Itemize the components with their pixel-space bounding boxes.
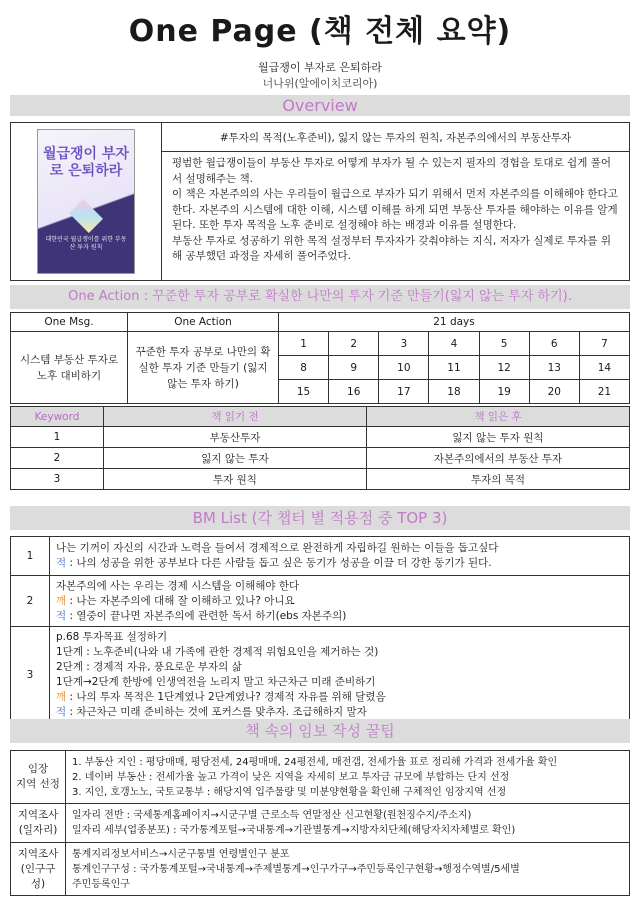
keyword-before: 잃지 않는 투자 xyxy=(104,448,367,469)
day-cell: 8 xyxy=(279,356,329,380)
bm-line xyxy=(56,705,623,720)
bm-line xyxy=(56,630,623,645)
bm-line-text: : 나의 투자 목적은 1단계였나 2단계였나? 경제적 자유를 위해 달렸음 xyxy=(66,691,386,703)
tip-content xyxy=(66,843,630,896)
diamond-icon xyxy=(69,199,103,233)
day-cell: 15 xyxy=(279,380,329,404)
day-cell: 11 xyxy=(429,356,479,380)
col-after-reading: 책 읽은 후 xyxy=(367,407,630,427)
bm-item xyxy=(50,627,630,724)
bm-line-text: 2단계 : 경제적 자유, 풍요로운 부자의 삶 xyxy=(56,661,242,673)
tips-table xyxy=(10,750,630,896)
bm-line-text: 나는 기꺼이 자신의 시간과 노력을 들여서 경제적으로 완전하게 자립하길 원하는 이들을 돕고싶다 xyxy=(56,542,499,554)
book-cover-cell xyxy=(11,123,162,281)
day-cell: 2 xyxy=(329,332,379,356)
overview-paragraph: 부동산 투자로 성공하기 위한 목적 설정부터 투자자가 갖춰야하는 지식, 저자가 실제로 투자를 위해 공부했던 과정을 자세히 풀어주었다. xyxy=(172,234,611,262)
bm-list-table xyxy=(10,536,630,724)
tip-line: 2. 네이버 부동산 : 전세가율 높고 가격이 낮은 지역을 자세히 보고 투자금 규모에 부합하는 단지 선정 xyxy=(72,771,510,783)
day-cell: 16 xyxy=(329,380,379,404)
keyword-num: 2 xyxy=(11,448,104,469)
bm-line-text: : 열중이 끝나면 자본주의에 관련한 독서 하기(ebs 자본주의) xyxy=(66,609,347,622)
day-cell: 19 xyxy=(479,380,529,404)
overview-paragraph: 평범한 월급쟁이들이 부동산 투자로 어떻게 부자가 될 수 있는지 필자의 경험을 토대로 쉽게 풀어서 설명해주는 책. xyxy=(172,157,611,185)
bm-line xyxy=(56,609,623,624)
col-one-msg: One Msg. xyxy=(11,313,128,332)
bm-line xyxy=(56,579,623,594)
bm-list-heading: BM List (각 챕터 별 적용점 중 TOP 3) xyxy=(10,506,630,530)
one-action-table xyxy=(10,312,630,404)
day-cell: 6 xyxy=(529,332,579,356)
day-cell: 4 xyxy=(429,332,479,356)
day-cell: 17 xyxy=(379,380,429,404)
bm-line-text: 1단계 : 노후준비(나와 내 가족에 관한 경제적 위험요인을 제거하는 것) xyxy=(56,646,379,658)
col-before-reading: 책 읽기 전 xyxy=(104,407,367,427)
day-cell: 20 xyxy=(529,380,579,404)
day-cell: 13 xyxy=(529,356,579,380)
tip-line: 주민등록인구 xyxy=(72,878,130,890)
bm-num: 3 xyxy=(11,627,50,724)
tip-line: 일자리 전반 : 국세통계홈페이지→시군구별 근로소득 연말정산 신고현황(원천징수지/주소지) xyxy=(72,810,472,821)
tip-line: 통계지리정보서비스→시군구통별 연령별인구 분포 xyxy=(72,848,290,860)
cover-title: 월급쟁이 부자로 은퇴하라 xyxy=(42,146,130,179)
overview-summary-line: #투자의 목적(노후준비), 잃지 않는 투자의 원칙, 자본주의에서의 부동산투자 xyxy=(162,123,630,152)
one-action-cell: 꾸준한 투자 공부로 나만의 확실한 투자 기준 만들기 (잃지 않는 투자 하기) xyxy=(128,332,279,404)
bm-line-text: : 나의 성공을 위한 공부보다 다른 사람들 돕고 싶은 동기가 성공을 이끌 더 강한 동기가 된다. xyxy=(66,557,492,569)
tip-label: 임장 지역 선정 xyxy=(11,751,66,804)
tip-line: 통계인구구성 : 국가통계포털→국내통계→주제별통계→인구가구→주민등록인구현황→행정수역별/5세별 xyxy=(72,863,520,875)
bm-line xyxy=(56,594,623,609)
day-cell: 14 xyxy=(579,356,629,380)
keyword-after: 잃지 않는 투자 원칙 xyxy=(367,427,630,448)
bm-line xyxy=(56,660,623,675)
book-cover xyxy=(37,129,135,274)
day-cell: 21 xyxy=(579,380,629,404)
tip-line: 일자리 세부(업종분포) : 국가통계포털→국내통계→기관별통계→지방자치단체(해당자치자체별로 확인) xyxy=(72,825,516,836)
overview-heading: Overview xyxy=(10,95,630,116)
bm-line xyxy=(56,541,623,556)
one-action-heading: One Action : 꾸준한 투자 공부로 확실한 나만의 투자 기준 만들기(잃지 않는 투자 하기). xyxy=(10,285,630,309)
bm-line-text: : 차근차근 미래 준비하는 것에 포커스를 맞추자. 조급해하지 말자 xyxy=(66,706,367,718)
bm-line xyxy=(56,556,623,571)
keyword-before: 부동산투자 xyxy=(104,427,367,448)
day-cell: 9 xyxy=(329,356,379,380)
bm-apply-tag: 적 xyxy=(56,557,67,569)
bm-item xyxy=(50,537,630,576)
bm-item xyxy=(50,576,630,627)
day-cell: 10 xyxy=(379,356,429,380)
bm-num: 1 xyxy=(11,537,50,576)
bm-num: 2 xyxy=(11,576,50,627)
day-cell: 18 xyxy=(429,380,479,404)
tip-label: 지역조사 (일자리) xyxy=(11,804,66,843)
overview-paragraph: 이 책은 자본주의의 사는 우리들이 월급으로 부자가 되기 위해서 먼저 자본주의를 이해해야 한다고 한다. 자본주의 시스템에 대한 이해, 시스템 이해를 하게 되면 부동산 투자를 해야하는 이유를 알게 된다. 또한 투자 목적을 노후 준비로 설정해야 하는 배경과 이유를 설명한다. xyxy=(172,188,618,231)
keyword-num: 3 xyxy=(11,469,104,490)
col-21-days: 21 days xyxy=(279,313,630,332)
col-one-action: One Action xyxy=(128,313,279,332)
bm-apply-tag: 적 xyxy=(56,706,67,718)
bm-realize-tag: 깨 xyxy=(56,594,67,607)
day-cell: 3 xyxy=(379,332,429,356)
book-title: 월급쟁이 부자로 은퇴하라 xyxy=(258,61,382,74)
overview-body xyxy=(162,152,630,281)
tip-label: 지역조사 (인구구 성) xyxy=(11,843,66,896)
bm-line xyxy=(56,675,623,690)
day-cell: 7 xyxy=(579,332,629,356)
keyword-table xyxy=(10,406,630,490)
tip-content xyxy=(66,751,630,804)
bm-line-text: : 나는 자본주의에 대해 잘 이해하고 있나? 아니요 xyxy=(66,594,295,607)
tip-line: 3. 지인, 호갱노노, 국토교통부 : 해당지역 입주물량 및 미분양현황을 확인해 구체적인 임장지역 선정 xyxy=(72,786,507,798)
bm-line-text: 1단계→2단계 한방에 인생역전을 노리지 말고 차근차근 미래 준비하기 xyxy=(56,676,376,688)
bm-realize-tag: 깨 xyxy=(56,691,67,703)
book-author: 너나위(알에이치코리아) xyxy=(262,77,378,90)
one-msg-cell: 시스템 부동산 투자로 노후 대비하기 xyxy=(11,332,128,404)
keyword-num: 1 xyxy=(11,427,104,448)
keyword-after: 투자의 목적 xyxy=(367,469,630,490)
day-cell: 5 xyxy=(479,332,529,356)
page-title: One Page (책 전체 요약) xyxy=(128,14,512,49)
keyword-before: 투자 원칙 xyxy=(104,469,367,490)
tip-content xyxy=(66,804,630,843)
tips-heading: 책 속의 임보 작성 꿀팁 xyxy=(10,719,630,743)
cover-tagline: 대한민국 월급쟁이를 위한 부동산 투자 원칙 xyxy=(45,236,127,251)
bm-apply-tag: 적 xyxy=(56,609,67,622)
keyword-after: 자본주의에서의 부동산 투자 xyxy=(367,448,630,469)
bm-line-text: p.68 투자목표 설정하기 xyxy=(56,631,168,643)
bm-line xyxy=(56,690,623,705)
bm-line xyxy=(56,645,623,660)
col-keyword: Keyword xyxy=(11,407,104,427)
bm-line-text: 자본주의에 사는 우리는 경제 시스템을 이해해야 한다 xyxy=(56,579,300,592)
overview-table xyxy=(10,122,630,281)
day-cell: 1 xyxy=(279,332,329,356)
tip-line: 1. 부동산 지인 : 평당매매, 평당전세, 24평매매, 24평전세, 매전갭, 전세가율 표로 정리해 가격과 전세가율 확인 xyxy=(72,756,558,768)
day-cell: 12 xyxy=(479,356,529,380)
